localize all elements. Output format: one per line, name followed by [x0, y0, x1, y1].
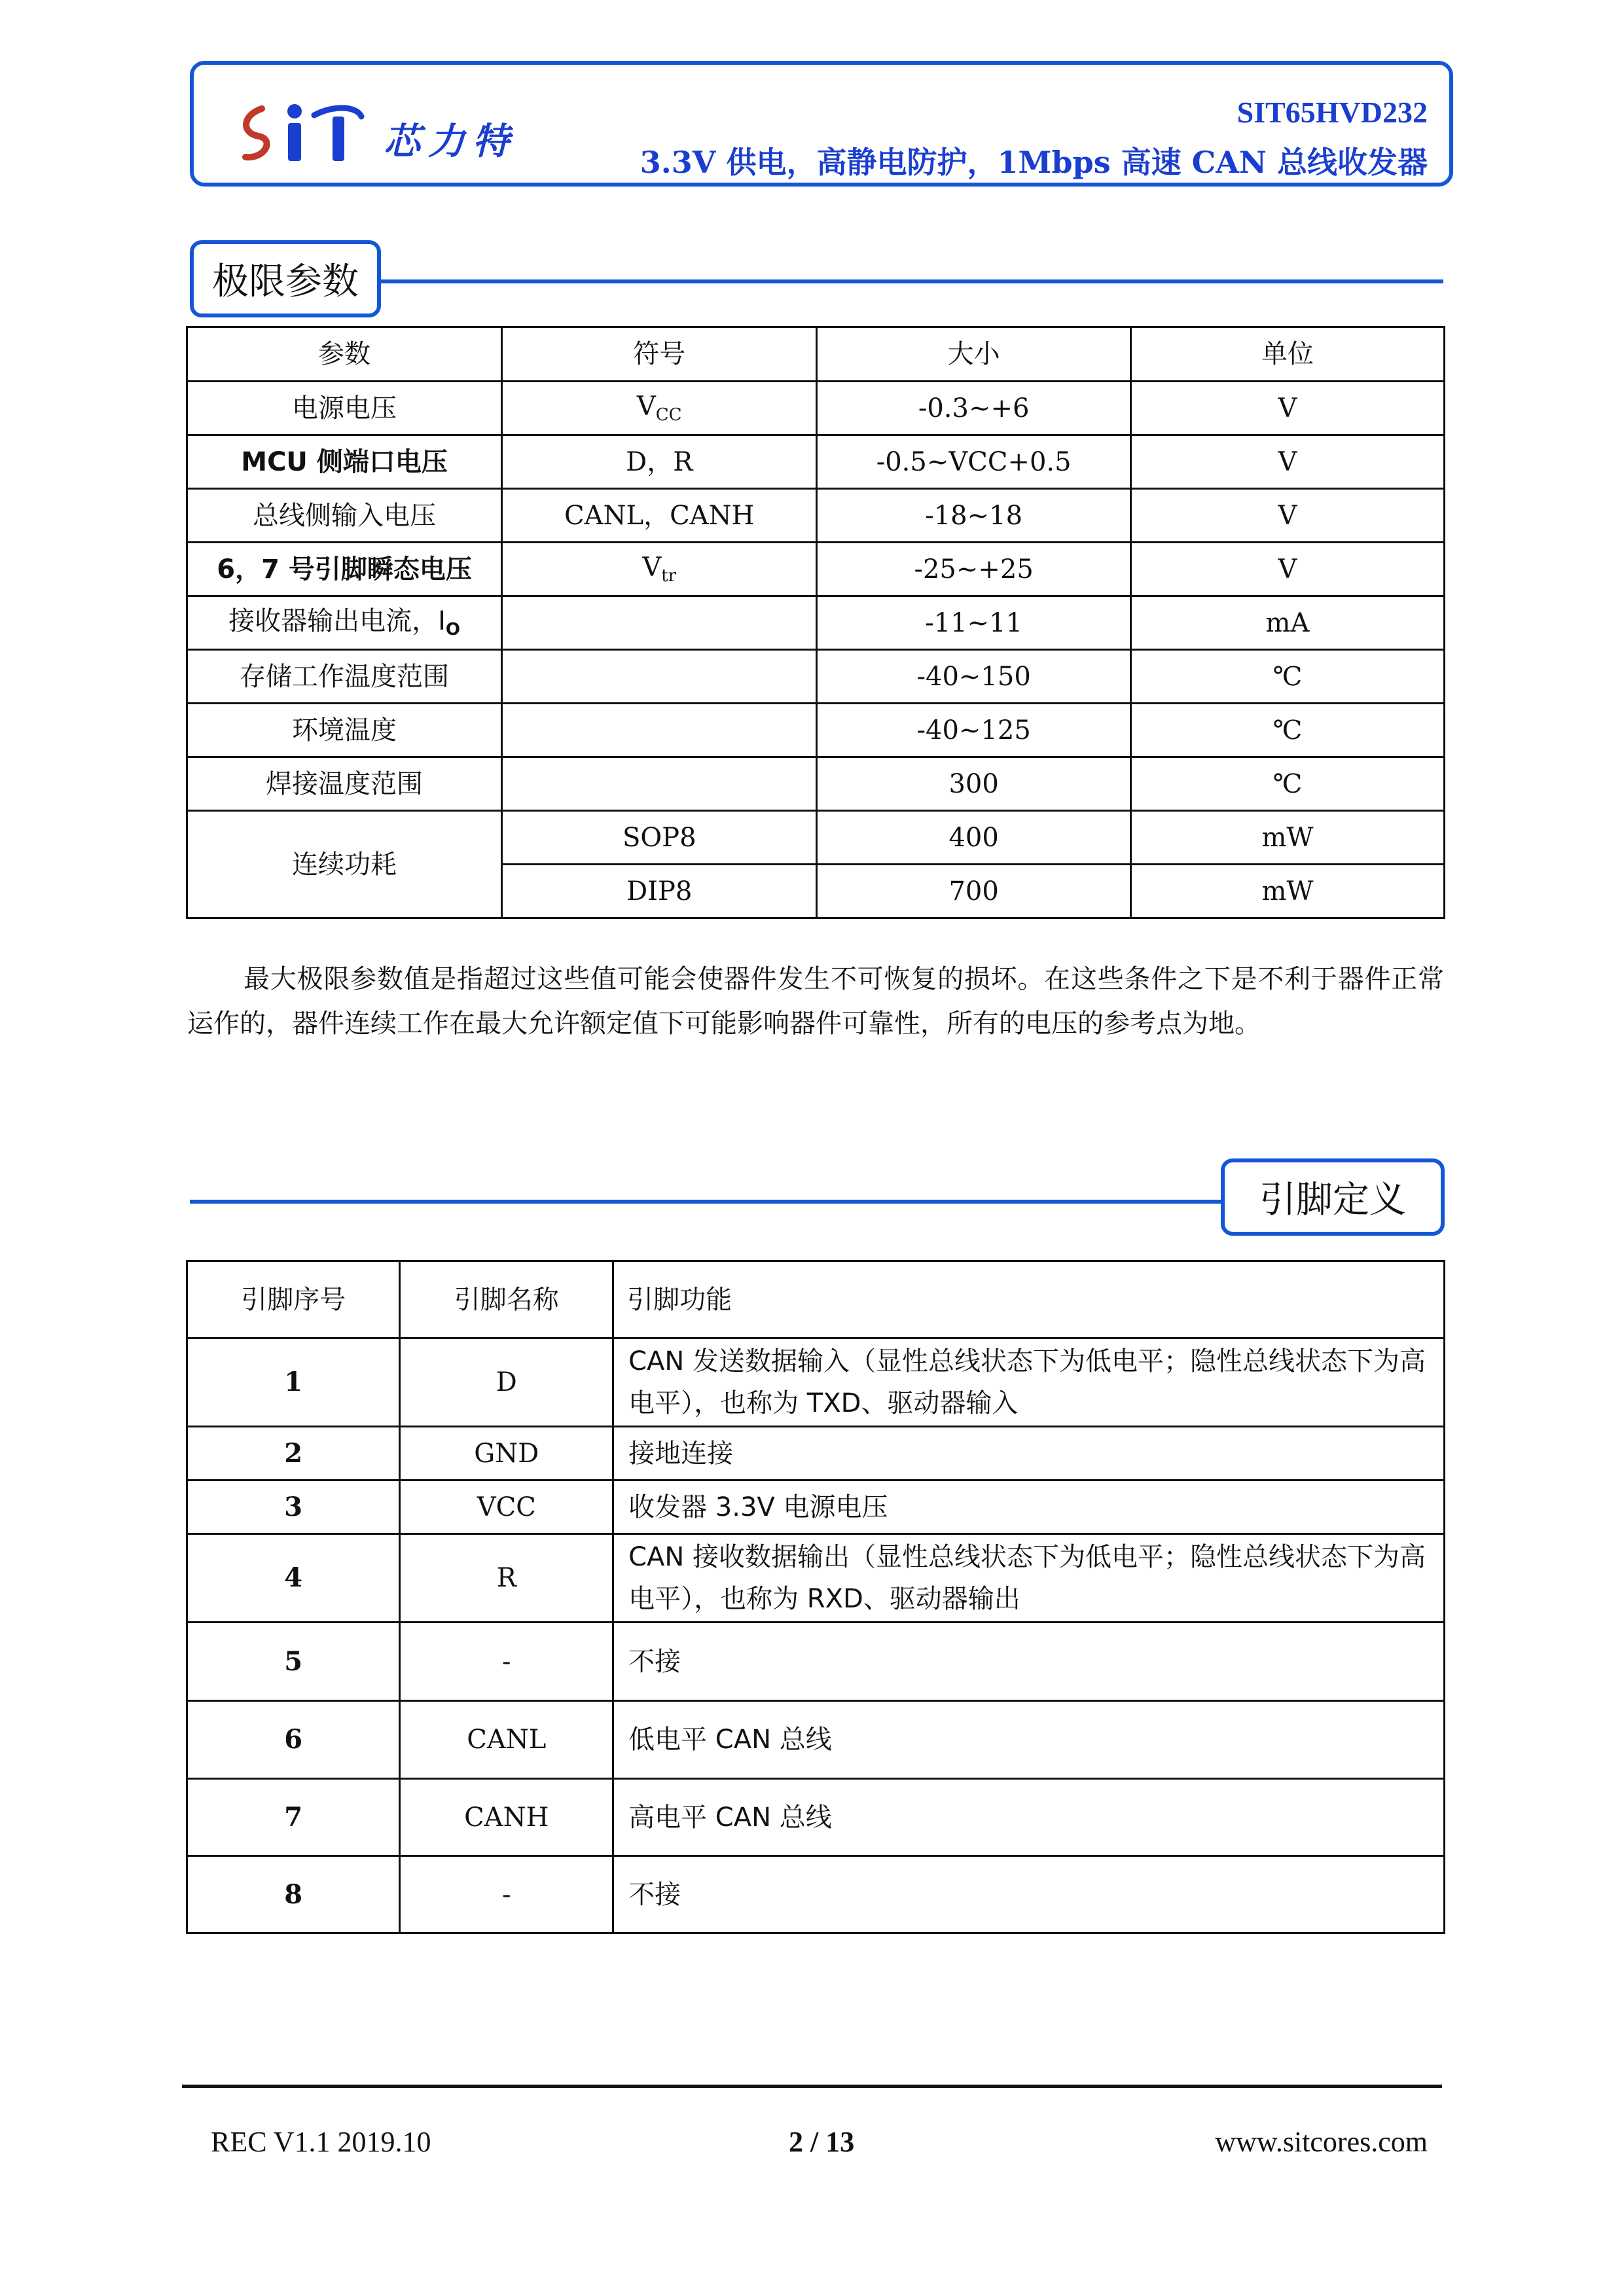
pin-name: CANH [400, 1779, 613, 1856]
table-row [187, 382, 1445, 435]
page-number: 2 / 13 [789, 2126, 855, 2158]
value-cell: -40~125 [817, 704, 1131, 757]
header-subtitle: 3.3V 供电，高静电防护，1Mbps 高速 CAN 总线收发器 [640, 145, 1428, 180]
symbol-cell: $V_{CC}$ [502, 382, 817, 435]
param-cell: 接收器输出电流，$I_O$ [187, 596, 502, 650]
pin-function: 不接 [613, 1856, 1445, 1933]
col-header: 符号 [502, 327, 817, 382]
table-row [187, 489, 1445, 543]
value-cell: -25~+25 [817, 543, 1131, 596]
col-header: 大小 [817, 327, 1131, 382]
unit-cell: V [1130, 435, 1444, 489]
symbol-cell: SOP8 [502, 811, 817, 865]
website-label: www.sitcores.com [1215, 2126, 1428, 2158]
pin-function: 收发器 3.3V 电源电压 [613, 1480, 1445, 1534]
value-cell: -0.3~+6 [817, 382, 1131, 435]
value-cell: -18~18 [817, 489, 1131, 543]
pin-function: 不接 [613, 1623, 1445, 1701]
table-row [187, 596, 1445, 650]
pin-function: 低电平 CAN 总线 [613, 1701, 1445, 1779]
pin-function: CAN 接收数据输出（显性总线状态下为低电平；隐性总线状态下为高电平），也称为 RXD、驱动器输出 [613, 1534, 1445, 1623]
table-row [187, 757, 1445, 811]
table-row [187, 811, 1445, 865]
pin-number: 3 [187, 1480, 400, 1534]
table-row [187, 1623, 1445, 1701]
pins-table [186, 1260, 1445, 1934]
col-header: 参数 [187, 327, 502, 382]
value-cell: -11~11 [817, 596, 1131, 650]
table-row [187, 1480, 1445, 1534]
value-cell: -40~150 [817, 650, 1131, 704]
symbol-cell [502, 704, 817, 757]
symbol-cell: $V_{tr}$ [502, 543, 817, 596]
pin-function: CAN 发送数据输入（显性总线状态下为低电平；隐性总线状态下为高电平），也称为 TXD、驱动器输入 [613, 1338, 1445, 1427]
unit-cell: ℃ [1130, 704, 1444, 757]
unit-cell: ℃ [1130, 757, 1444, 811]
pin-number: 7 [187, 1779, 400, 1856]
symbol-cell [502, 757, 817, 811]
table-row [187, 1856, 1445, 1933]
pin-name: CANL [400, 1701, 613, 1779]
col-header: 引脚序号 [187, 1261, 400, 1338]
pin-number: 8 [187, 1856, 400, 1933]
value-cell: 700 [817, 865, 1131, 918]
unit-cell: mW [1130, 811, 1444, 865]
pin-name: - [400, 1856, 613, 1933]
param-cell: 6，7 号引脚瞬态电压 [187, 543, 502, 596]
table-row [187, 1427, 1445, 1480]
table-row [187, 1779, 1445, 1856]
brand-name-cn: 芯力特 [384, 120, 517, 163]
header-model: SIT65HVD232 [1236, 96, 1428, 129]
value-cell: 400 [817, 811, 1131, 865]
symbol-cell [502, 596, 817, 650]
pin-name: - [400, 1623, 613, 1701]
table-row [187, 1701, 1445, 1779]
param-cell: 总线侧输入电压 [187, 489, 502, 543]
col-header: 引脚名称 [400, 1261, 613, 1338]
limits-note: 最大极限参数值是指超过这些值可能会使器件发生不可恢复的损坏。在这些条件之下是不利于器件正常运作的，器件连续工作在最大允许额定值下可能影响器件可靠性，所有的电压的参考点为地。 [187, 964, 1444, 1039]
table-row [187, 1534, 1445, 1623]
svg-text:SiT: SiT [236, 97, 237, 98]
pin-number: 6 [187, 1701, 400, 1779]
col-header: 引脚功能 [613, 1261, 1445, 1338]
param-cell: 存储工作温度范围 [187, 650, 502, 704]
pin-number: 1 [187, 1338, 400, 1427]
section-title-pins: 引脚定义 [1221, 1158, 1445, 1236]
param-cell: 焊接温度范围 [187, 757, 502, 811]
param-cell: 电源电压 [187, 382, 502, 435]
pins-header-row [187, 1261, 1445, 1338]
table-row [187, 1338, 1445, 1427]
unit-cell: mA [1130, 596, 1444, 650]
pin-number: 4 [187, 1534, 400, 1623]
symbol-cell [502, 650, 817, 704]
pin-function: 接地连接 [613, 1427, 1445, 1480]
symbol-cell: CANL，CANH [502, 489, 817, 543]
unit-cell: mW [1130, 865, 1444, 918]
sit-logo [236, 97, 367, 169]
pin-function: 高电平 CAN 总线 [613, 1779, 1445, 1856]
pin-number: 2 [187, 1427, 400, 1480]
section-title-limits: 极限参数 [190, 240, 381, 317]
limits-header-row [187, 327, 1445, 382]
value-cell: 300 [817, 757, 1131, 811]
table-row [187, 650, 1445, 704]
table-row [187, 435, 1445, 489]
unit-cell: V [1130, 489, 1444, 543]
pin-number: 5 [187, 1623, 400, 1701]
value-cell: -0.5~VCC+0.5 [817, 435, 1131, 489]
table-row [187, 704, 1445, 757]
pin-name: D [400, 1338, 613, 1427]
table-row [187, 543, 1445, 596]
unit-cell: V [1130, 382, 1444, 435]
limits-table [186, 326, 1445, 919]
unit-cell: ℃ [1130, 650, 1444, 704]
symbol-cell: D，R [502, 435, 817, 489]
param-cell: 连续功耗 [187, 811, 502, 918]
param-cell: MCU 侧端口电压 [187, 435, 502, 489]
pin-name: VCC [400, 1480, 613, 1534]
symbol-cell: DIP8 [502, 865, 817, 918]
pin-name: GND [400, 1427, 613, 1480]
param-cell: 环境温度 [187, 704, 502, 757]
section-rule [190, 1200, 1231, 1204]
footer-rule [182, 2085, 1442, 2088]
unit-cell: V [1130, 543, 1444, 596]
section-rule [376, 279, 1443, 283]
revision-label: REC V1.1 2019.10 [211, 2126, 431, 2158]
pin-name: R [400, 1534, 613, 1623]
col-header: 单位 [1130, 327, 1444, 382]
